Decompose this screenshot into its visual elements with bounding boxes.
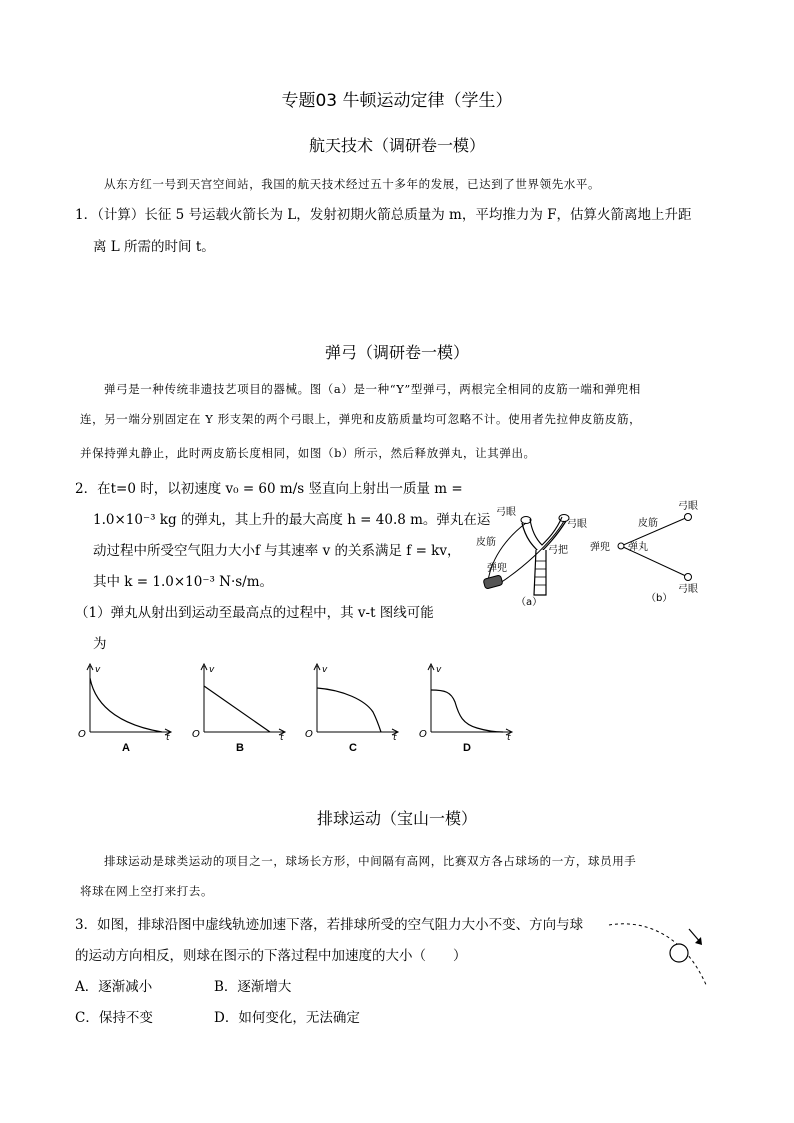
section-heading-aerospace: 航天技术（调研卷一模） [308, 136, 485, 155]
vt-graph-c [303, 660, 403, 740]
vt-graph-a [76, 660, 176, 740]
slingshot-figure-a [470, 495, 600, 610]
figure-label-a: （a） [516, 597, 543, 608]
question-1-line2: 离 L 所需的时间 t。 [93, 239, 215, 255]
axis-t-a: t [166, 733, 170, 740]
graph-label-a: A [122, 742, 130, 754]
axis-v-d: v [436, 665, 442, 675]
slingshot-figure-b [588, 495, 703, 610]
figure-label-b: （b） [646, 593, 673, 604]
label-eye-top-b: 弓眼 [678, 501, 698, 512]
graph-label-b: B [236, 742, 244, 754]
label-eye-left: 弓眼 [496, 507, 516, 518]
graph-label-c: C [349, 742, 357, 754]
question-2-line1: 2．在t=0 时，以初速度 v₀ = 60 m/s 竖直向上射出一质量 m = [75, 481, 463, 497]
section-intro-aerospace: 从东方红一号到天宫空间站，我国的航天技术经过五十多年的发展，已达到了世界领先水平。 [104, 177, 601, 191]
volleyball-trajectory-figure [605, 915, 715, 995]
question-2-line2: 1.0×10⁻³ kg 的弹丸，其上升的最大高度 h = 40.8 m。弹丸在运 [93, 512, 491, 528]
question-2-sub1-line1: （1）弹丸从射出到运动至最高点的过程中，其 v-t 图线可能 [75, 605, 434, 621]
question-3-line1: 3．如图，排球沿图中虚线轨迹加速下落，若排球所受的空气阻力大小不变、方向与球 [75, 917, 584, 933]
option-d[interactable]: D．如何变化，无法确定 [214, 1010, 360, 1026]
axis-t-d: t [507, 733, 511, 740]
axis-t-c: t [393, 733, 397, 740]
axis-v-a: v [95, 665, 101, 675]
section-intro-volleyball-line2: 将球在网上空打来打去。 [80, 884, 214, 898]
origin-c: O [305, 729, 313, 740]
option-b[interactable]: B．逐渐增大 [214, 979, 292, 995]
axis-v-c: v [322, 665, 328, 675]
section-heading-volleyball: 排球运动（宝山一模） [316, 809, 477, 828]
section-heading-slingshot: 弹弓（调研卷一模） [324, 343, 469, 362]
label-eye-bottom-b: 弓眼 [678, 584, 698, 595]
option-a[interactable]: A．逐渐减小 [75, 979, 153, 995]
label-band-b: 皮筋 [638, 518, 658, 529]
label-pellet-b: 弹丸 [628, 542, 648, 553]
question-3-line2: 的运动方向相反，则球在图示的下落过程中加速度的大小（ ） [75, 948, 467, 964]
origin-a: O [78, 729, 86, 740]
label-eye-right: 弓眼 [567, 519, 587, 530]
section-intro-slingshot-line2: 连，另一端分别固定在 Y 形支架的两个弓眼上，弹兜和皮筋质量均可忽略不计。使用者先拉伸皮筋皮筋， [80, 412, 642, 426]
question-2-line4: 其中 k = 1.0×10⁻³ N·s/m。 [93, 574, 274, 590]
question-2-sub1-line2: 为 [93, 636, 107, 652]
page-title: 专题03 牛顿运动定律（学生） [281, 91, 513, 111]
question-2-line3: 动过程中所受空气阻力大小f 与其速率 v 的关系满足 f = kv， [93, 543, 461, 559]
label-grip: 弓把 [548, 545, 568, 556]
vt-graph-d [417, 660, 517, 740]
origin-b: O [192, 729, 200, 740]
axis-t-b: t [280, 733, 284, 740]
label-pouch-b: 弹兜 [590, 542, 610, 553]
option-c[interactable]: C．保持不变 [75, 1010, 153, 1026]
question-1-line1: 1．（计算）长征 5 号运载火箭长为 L，发射初期火箭总质量为 m，平均推力为 F，估算火箭离地上升距 [75, 207, 692, 223]
section-intro-volleyball-line1: 排球运动是球类运动的项目之一，球场长方形，中间隔有高网，比赛双方各占球场的一方，球员用手 [104, 854, 637, 868]
axis-v-b: v [209, 665, 215, 675]
section-intro-slingshot-line1: 弹弓是一种传统非遗技艺项目的器械。图（a）是一种“Y”型弹弓，两根完全相同的皮筋一端和弹兜相 [104, 382, 641, 396]
origin-d: O [419, 729, 427, 740]
label-band-a: 皮筋 [476, 537, 496, 548]
graph-label-d: D [463, 742, 471, 754]
section-intro-slingshot-line3: 并保持弹丸静止，此时两皮筋长度相同，如图（b）所示，然后释放弹丸，让其弹出。 [80, 446, 536, 460]
label-pouch-a: 弹兜 [487, 563, 507, 574]
vt-graph-b [190, 660, 290, 740]
